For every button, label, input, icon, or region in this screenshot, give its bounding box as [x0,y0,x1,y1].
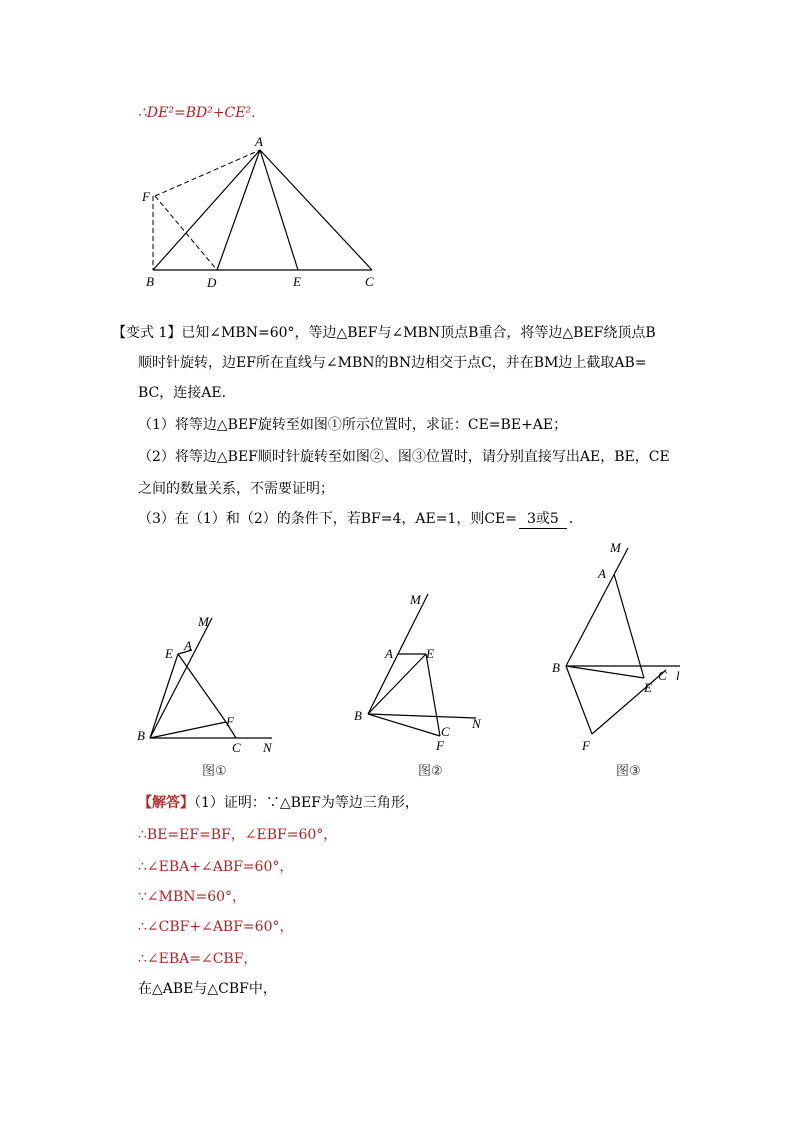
solution-step-5: ∴∠EBA=∠CBF， [138,951,258,967]
question-2a: （2）将等边△BEF顺时针旋转至如图②、图③位置时，请分别直接写出AE，BE，CE [138,449,670,465]
segment-AE [614,574,644,678]
problem-tag: 【变式 1】 [112,325,182,341]
segment-AE [260,150,298,270]
ray-BM [150,618,212,738]
problem-line-1: 【变式 1】已知∠MBN=60°，等边△BEF与∠MBN顶点B重合，将等边△BEF绕顶点B [112,325,656,341]
label-A: A [255,134,263,149]
fig3-label-C: C [658,668,667,683]
ray-BN [368,714,476,718]
figure-1 [130,610,290,760]
dashed-FD [155,196,217,270]
figure-1-caption: 图① [202,764,227,779]
fig2-label-M: M [410,592,421,607]
dashed-FA [155,150,260,196]
question-1: （1）将等边△BEF旋转至如图①所示位置时，求证：CE=BE+AE； [138,417,568,433]
fig3-label-A: A [598,566,606,581]
fig3-label-B: B [552,660,560,675]
label-C: C [365,274,374,289]
solution-intro: 【解答】（1）证明：∵△BEF为等边三角形， [138,795,419,811]
segment-BE [566,666,644,678]
fig3-label-F: F [582,738,590,753]
segment-BF [368,714,440,736]
top-conclusion: ∴DE²=BD²+CE². [138,105,256,121]
fig2-label-A: A [385,646,393,661]
segment-AB [153,150,260,270]
solution-step-1: ∴BE=EF=BF，∠EBF=60°， [138,827,338,843]
segment-BF [566,666,592,734]
fig1-label-A: A [184,638,192,653]
segment-EF [178,654,226,722]
segment-EF [426,654,440,736]
fig3-label-M: M [610,540,621,555]
figure-3-caption: 图③ [616,764,641,779]
segment-BF [150,722,226,738]
figure-2-caption: 图② [418,764,443,779]
segment-BE [368,654,426,714]
figure-2 [348,586,498,756]
fig1-label-M: M [198,614,209,629]
fig1-label-E: E [165,646,173,661]
answer-blank: 3或5 [519,510,567,529]
solution-step-3: ∵∠MBN=60°， [138,889,247,905]
problem-line-3: BC，连接AE． [138,385,236,401]
fig2-label-E: E [426,646,434,661]
solution-step-4: ∴∠CBF+∠ABF=60°， [138,919,294,935]
segment-AD [217,150,260,270]
fig1-label-N: N [263,740,272,755]
segment-AC [260,150,372,270]
figure-top-triangle [135,130,395,295]
solution-tag: 【解答】 [138,795,194,811]
fig1-label-F: F [226,714,234,729]
label-B: B [146,274,154,289]
label-F: F [142,189,150,204]
label-E: E [293,274,301,289]
fig1-label-B: B [137,728,145,743]
ray-BM [566,548,628,666]
solution-step-2: ∴∠EBA+∠ABF=60°， [138,859,294,875]
segment-FC-extended [592,670,666,734]
fig2-label-F: F [436,738,444,753]
question-2b: 之间的数量关系，不需要证明； [138,481,334,497]
fig1-label-C: C [232,740,241,755]
fig2-label-B: B [354,708,362,723]
problem-line-2: 顺时针旋转，边EF所在直线与∠MBN的BN边相交于点C，并在BM边上截取AB= [138,355,647,371]
solution-step-6: 在△ABE与△CBF中， [138,981,277,997]
segment-BE [150,654,178,738]
fig2-label-C: C [441,724,450,739]
fig2-label-N: N [472,716,481,731]
question-3: （3）在（1）和（2）的条件下，若BF=4，AE=1，则CE= 3或5 ． [138,511,583,527]
fig3-label-E: E [644,680,652,695]
label-D: D [207,275,217,290]
figure-3 [548,538,698,758]
fig3-label-l: l [676,668,680,683]
